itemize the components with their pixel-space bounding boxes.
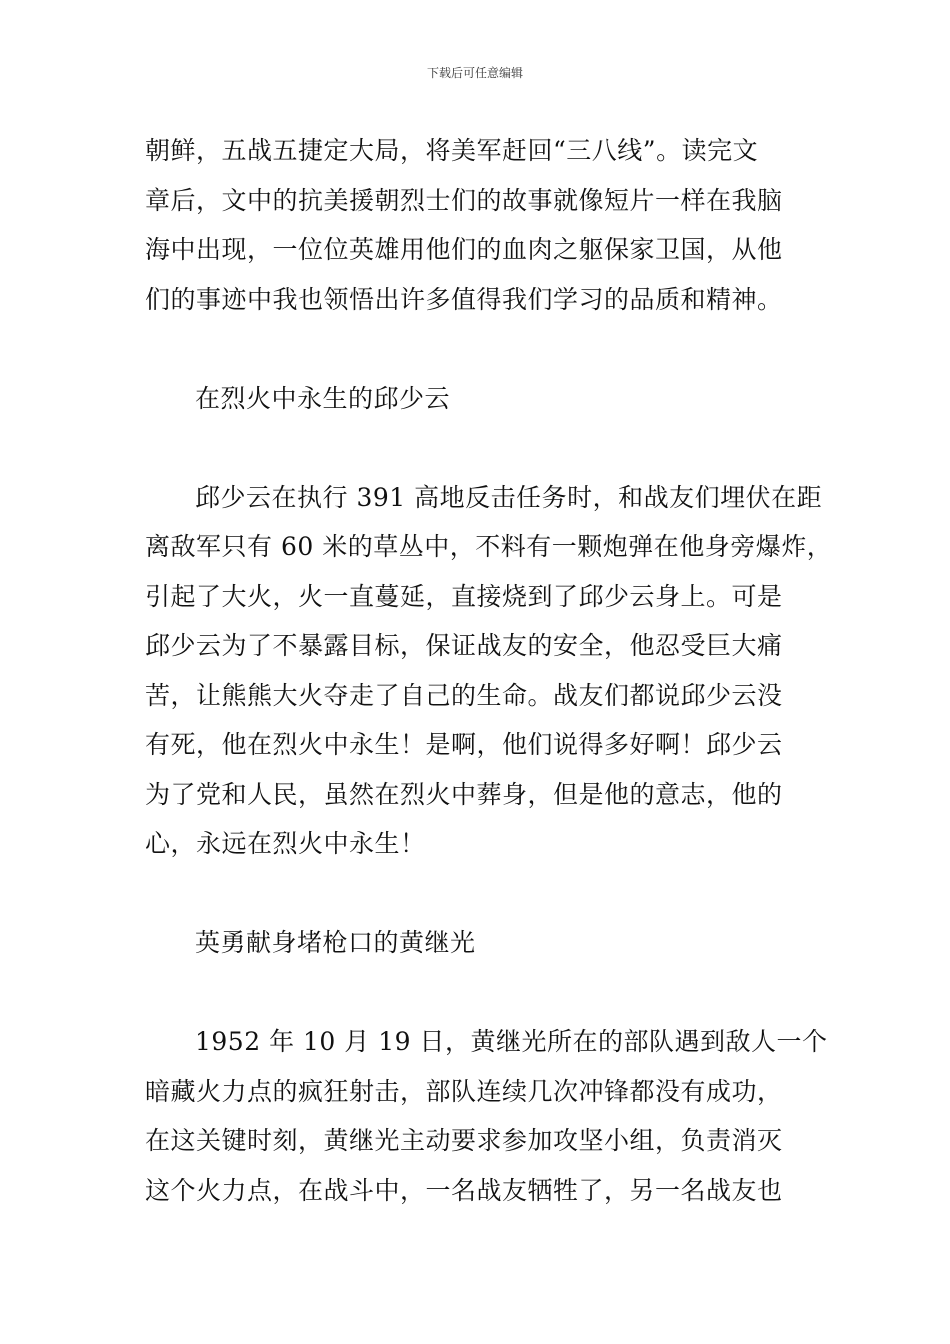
text-line: 离敌军只有 60 米的草丛中，不料有一颗炮弹在他身旁爆炸， xyxy=(145,532,833,561)
text-line: 1952 年 10 月 19 日，黄继光所在的部队遇到敌人一个 xyxy=(195,1027,828,1056)
section-heading-qiu-shaoyun xyxy=(145,374,815,424)
paragraph-huang-jiguang xyxy=(145,1017,828,1215)
page-header-note: 下载后可任意编辑 xyxy=(426,66,523,80)
paragraph-qiu-shaoyun xyxy=(145,473,833,869)
text-line: 心，永远在烈火中永生！ xyxy=(145,829,426,858)
document-body xyxy=(145,126,833,1215)
text-line: 引起了大火，火一直蔓延，直接烧到了邱少云身上。可是 xyxy=(145,581,783,611)
text-line: 苦，让熊熊大火夺走了自己的生命。战友们都说邱少云没 xyxy=(145,680,783,710)
heading-text: 英勇献身堵枪口的黄继光 xyxy=(195,928,476,957)
text-line: 暗藏火力点的疯狂射击，部队连续几次冲锋都没有成功， xyxy=(145,1076,783,1106)
text-line: 这个火力点，在战斗中，一名战友牺牲了，另一名战友也 xyxy=(145,1175,783,1205)
heading-text: 在烈火中永生的邱少云 xyxy=(195,383,451,413)
paragraph-gap xyxy=(145,968,815,1018)
text-line: 邱少云在执行 391 高地反击任务时，和战友们埋伏在距 xyxy=(195,482,823,512)
paragraph-gap xyxy=(145,423,815,473)
text-line: 有死，他在烈火中永生！是啊，他们说得多好啊！邱少云 xyxy=(145,730,783,759)
paragraph-intro xyxy=(145,126,815,324)
text-line: 海中出现，一位位英雄用他们的血肉之躯保家卫国，从他 xyxy=(145,235,783,264)
text-line: 朝鲜，五战五捷定大局，将美军赶回“三八线”。读完文 xyxy=(145,136,759,165)
text-line: 邱少云为了不暴露目标，保证战友的安全，他忍受巨大痛 xyxy=(145,631,783,660)
text-line: 在这关键时刻，黄继光主动要求参加攻坚小组，负责消灭 xyxy=(145,1126,783,1155)
text-line: 章后，文中的抗美援朝烈士们的故事就像短片一样在我脑 xyxy=(145,185,783,215)
text-line: 们的事迹中我也领悟出许多值得我们学习的品质和精神。 xyxy=(145,284,783,314)
section-heading-huang-jiguang xyxy=(145,918,815,968)
text-line: 为了党和人民，虽然在烈火中葬身，但是他的意志，他的 xyxy=(145,779,783,809)
paragraph-gap xyxy=(145,324,815,374)
paragraph-gap xyxy=(145,869,815,919)
